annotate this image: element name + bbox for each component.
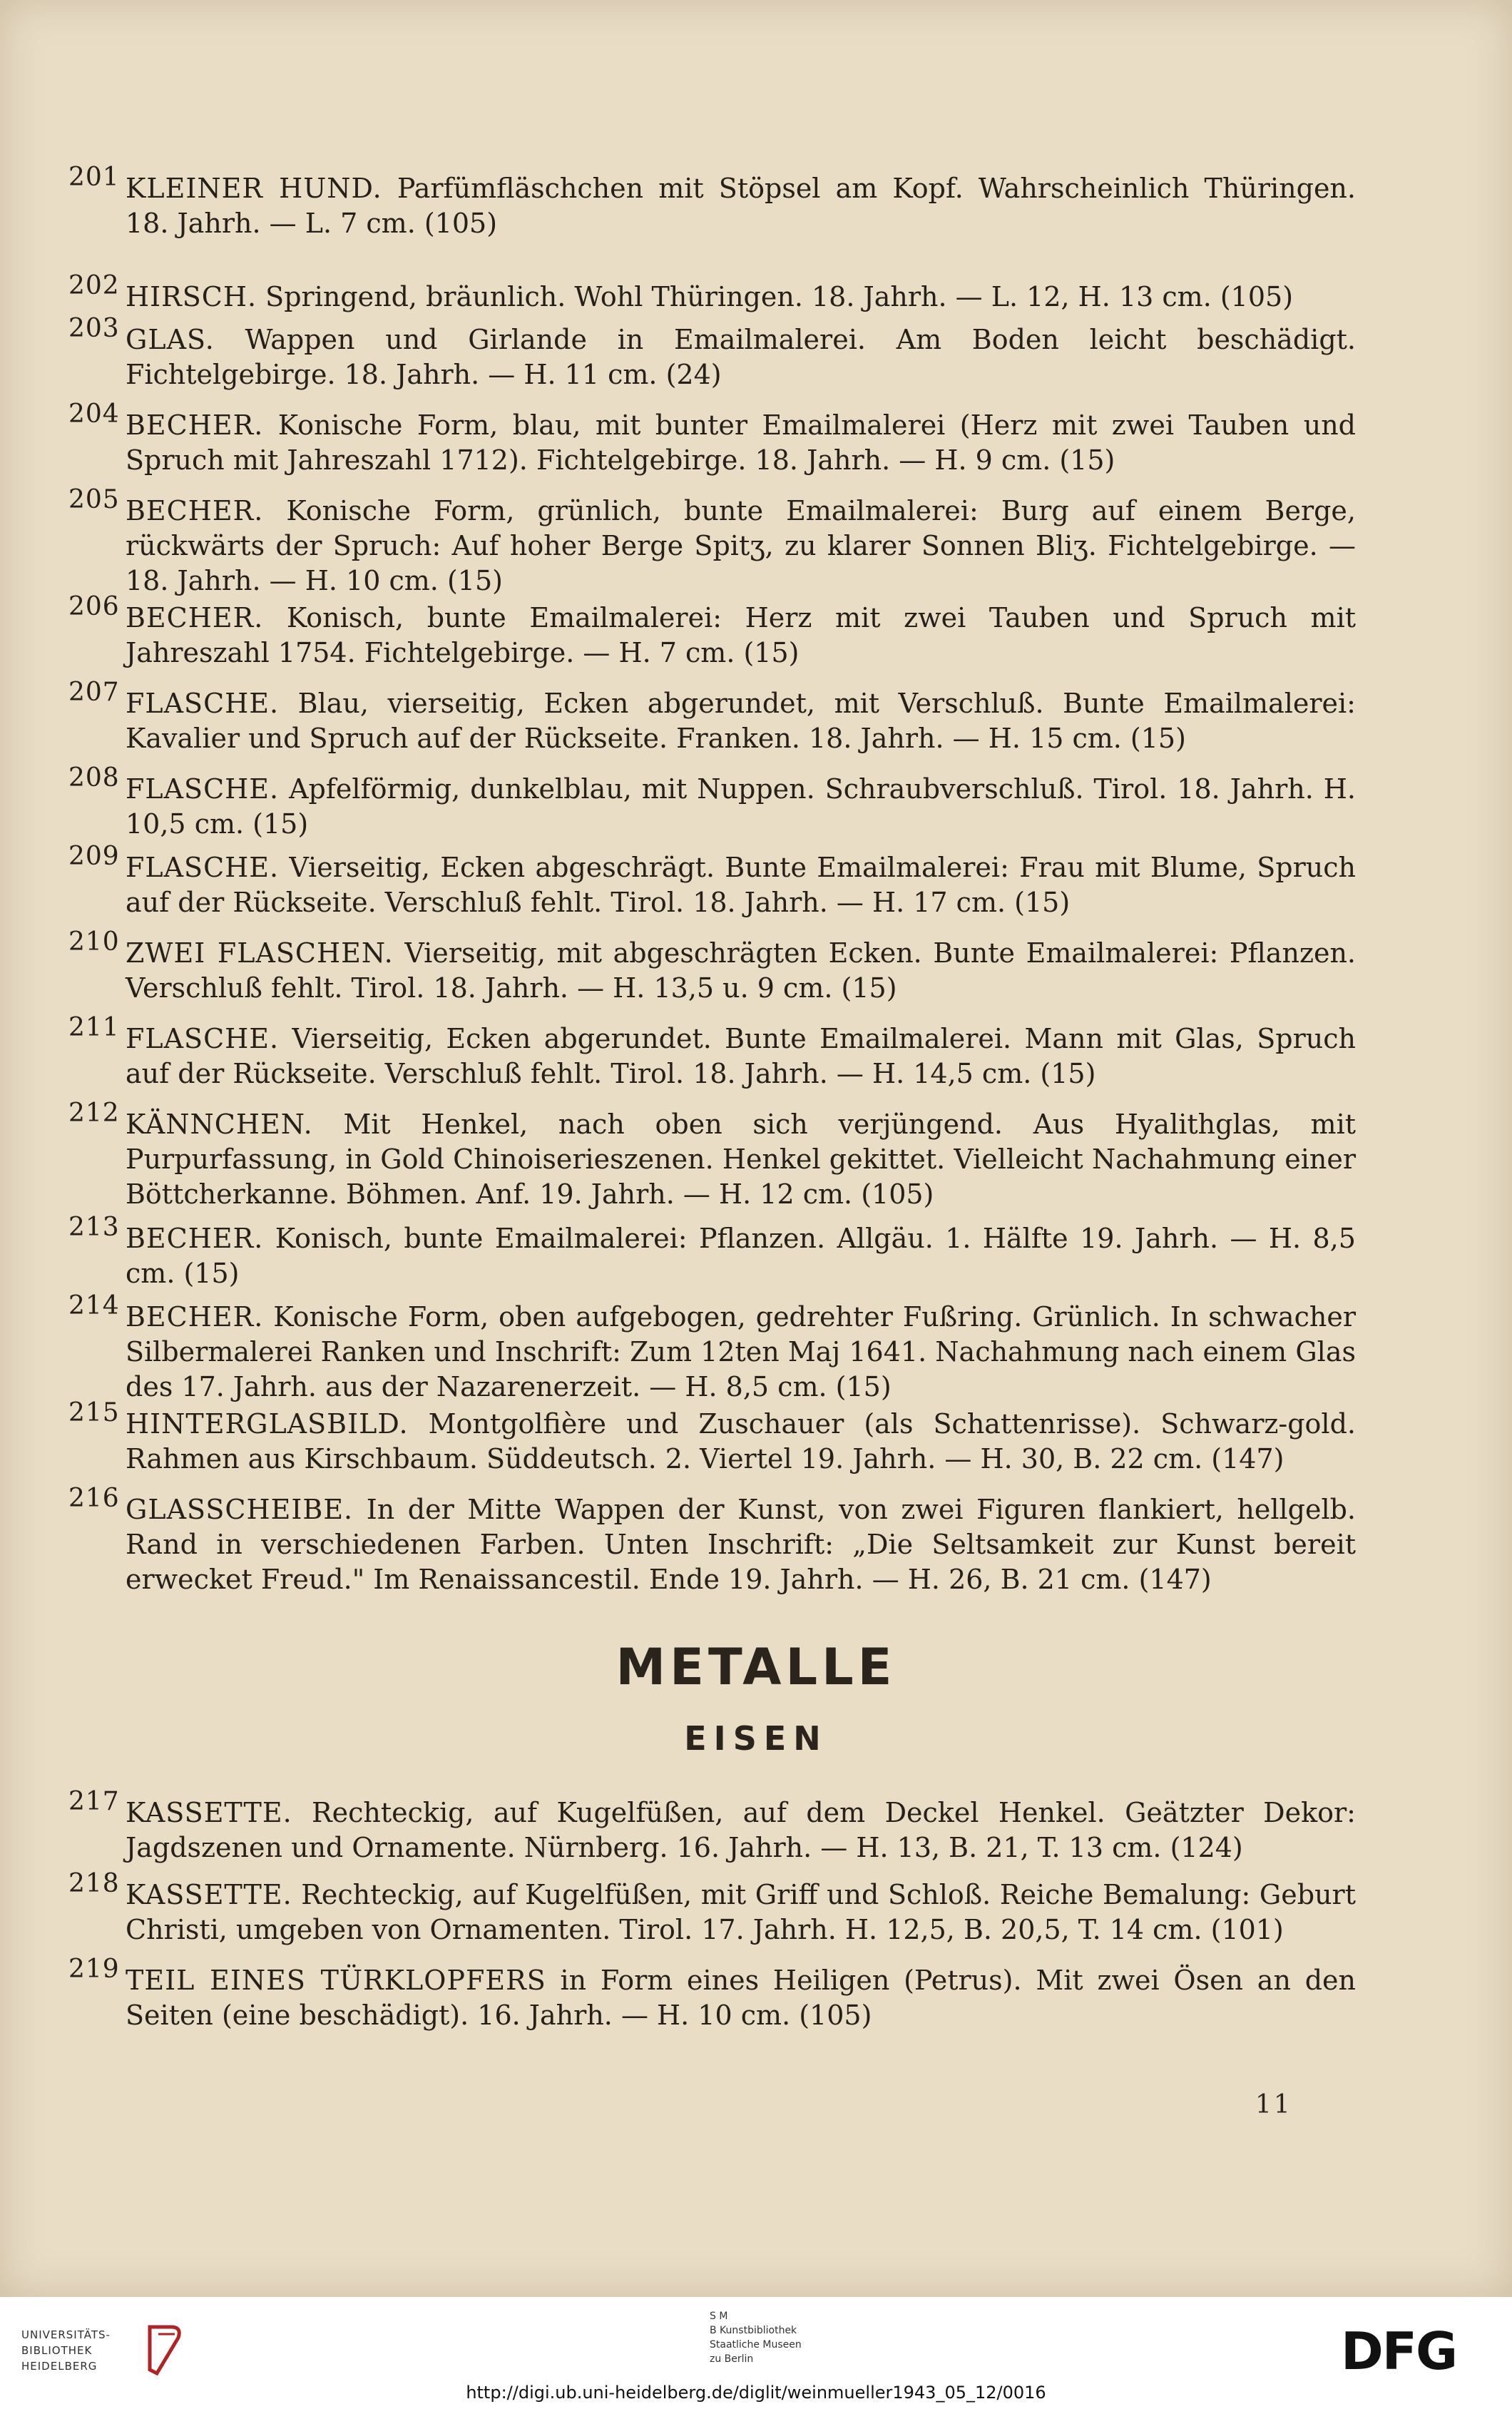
university-line: BIBLIOTHEK (21, 2344, 93, 2357)
university-line: UNIVERSITÄTS- (21, 2328, 111, 2341)
sm-line: B Kunstbibliothek (710, 2325, 797, 2336)
entry-description (126, 1407, 1356, 1477)
entry-title: FLASCHE. (126, 688, 280, 719)
entry-description (126, 772, 1356, 842)
entry-text: Rechteckig, auf Kugelfüßen, mit Griff und Schloß. Reiche Bemalung: Geburt Christi, umgeben von Ornamenten. Tirol. 17. Jahrh. H. 12,5, B. 20,5, T. 14 cm. (101) (126, 1879, 1356, 1945)
entry-text: Springend, bräunlich. Wohl Thüringen. 18. Jahrh. — L. 12, H. 13 cm. (105) (257, 281, 1294, 312)
entry-number: 204 (68, 399, 120, 429)
entry-title: KLEINER HUND. (126, 173, 382, 204)
entry-number: 218 (68, 1869, 120, 1898)
entry-text: Apfelförmig, dunkelblau, mit Nuppen. Schraubverschluß. Tirol. 18. Jahrh. H. 10,5 cm. (15) (126, 773, 1356, 840)
entry-text: in Form eines Heiligen (Petrus). Mit zwei Ösen an den Seiten (eine beschädigt). 16. Jahrh. — H. 10 cm. (105) (126, 1965, 1356, 2031)
sm-line: zu Berlin (710, 2353, 754, 2365)
entry-number: 206 (68, 592, 120, 621)
entry-number: 212 (68, 1099, 120, 1128)
sm-line: Staatliche Museen (710, 2339, 802, 2351)
entry-title: ZWEI FLASCHEN. (126, 937, 394, 969)
entry-text: Montgolfière und Zuschauer (als Schattenrisse). Schwarz-gold. Rahmen aus Kirschbaum. Süddeutsch. 2. Viertel 19. Jahrh. — H. 30, B. 22 cm. (147) (126, 1408, 1356, 1475)
entry-title: KASSETTE. (126, 1879, 292, 1910)
entry-title: FLASCHE. (126, 852, 280, 883)
entry-text: Vierseitig, Ecken abgeschrägt. Bunte Emailmalerei: Frau mit Blume, Spruch auf der Rückseite. Verschluß fehlt. Tirol. 18. Jahrh. — H. 17 cm. (15) (126, 852, 1356, 918)
page-number: 11 (1255, 2090, 1292, 2119)
entry-description (126, 936, 1356, 1006)
entry-text: In der Mitte Wappen der Kunst, von zwei Figuren flankiert, hellgelb. Rand in verschiedenen Farben. Unten Inschrift: „Die Seltsamkeit zur Kunst bereit erwecket Freud." Im Renaissancestil. Ende 19. Jahrh. — H. 26, B. 21 cm. (147) (126, 1494, 1356, 1595)
entry-text: Konisch, bunte Emailmalerei: Pflanzen. Allgäu. 1. Hälfte 19. Jahrh. — H. 8,5 cm. (15) (126, 1223, 1356, 1289)
entry-title: FLASCHE. (126, 773, 280, 805)
entry-text: Wappen und Girlande in Emailmalerei. Am Boden leicht beschädigt. Fichtelgebirge. 18. Jahrh. — H. 11 cm. (24) (126, 324, 1356, 390)
entry-number: 219 (68, 1955, 120, 1984)
entry-number: 207 (68, 678, 120, 707)
entry-text: Konische Form, oben aufgebogen, gedrehter Fußring. Grünlich. In schwacher Silbermalerei Ranken und Inschrift: Zum 12ten Maj 1641. Nachahmung nach einem Glas des 17. Jahrh. aus der Nazarenerzeit. — H. 8,5 cm. (15) (126, 1301, 1356, 1402)
university-logo-icon (143, 2320, 185, 2377)
entry-description (126, 850, 1356, 920)
entry-number: 208 (68, 763, 120, 793)
entry-title: GLAS. (126, 324, 215, 355)
entry-description (126, 1492, 1356, 1597)
entry-number: 209 (68, 842, 120, 871)
entry-description (126, 1796, 1356, 1865)
entry-text: Konische Form, blau, mit bunter Emailmalerei (Herz mit zwei Tauben und Spruch mit Jahreszahl 1712). Fichtelgebirge. 18. Jahrh. — H. 9 cm. (15) (126, 409, 1356, 476)
entry-description (126, 322, 1356, 392)
entry-text: Vierseitig, Ecken abgerundet. Bunte Emailmalerei. Mann mit Glas, Spruch auf der Rückseite. Verschluß fehlt. Tirol. 18. Jahrh. — H. 14,5 cm. (15) (126, 1023, 1356, 1089)
entry-description (126, 1963, 1356, 2033)
entry-text: Parfümfläschchen mit Stöpsel am Kopf. Wahrscheinlich Thüringen. 18. Jahrh. — L. 7 cm. (105) (126, 173, 1356, 239)
entry-text: Konische Form, grünlich, bunte Emailmalerei: Burg auf einem Berge, rückwärts der Spruch: Auf hoher Berge Spitʒ, zu klarer Sonnen Bliʒ. Fichtelgebirge. — 18. Jahrh. — H. 10 cm. (15) (126, 495, 1356, 596)
entry-description (126, 1300, 1356, 1405)
dfg-logo: DFG (1341, 2321, 1457, 2381)
entry-number: 201 (68, 163, 120, 192)
entry-description (126, 1107, 1356, 1212)
entry-description (126, 1022, 1356, 1091)
entry-number: 217 (68, 1787, 120, 1816)
entry-title: HINTERGLASBILD. (126, 1408, 409, 1440)
entry-title: BECHER. (126, 602, 264, 633)
entry-title: KASSETTE. (126, 1797, 292, 1828)
entry-title: GLASSCHEIBE. (126, 1494, 354, 1525)
entry-title: FLASCHE. (126, 1023, 280, 1054)
entry-number: 214 (68, 1291, 120, 1320)
university-line: HEIDELBERG (21, 2360, 98, 2373)
entry-description (126, 1221, 1356, 1291)
entry-title: BECHER. (126, 495, 264, 526)
entry-description (126, 494, 1356, 599)
entry-title: BECHER. (126, 1301, 264, 1333)
entry-description (126, 601, 1356, 671)
sm-library-block (710, 2309, 802, 2366)
entry-text: Blau, vierseitig, Ecken abgerundet, mit Verschluß. Bunte Emailmalerei: Kavalier und Spruch auf der Rückseite. Franken. 18. Jahrh. — H. 15 cm. (15) (126, 688, 1356, 754)
entry-title: BECHER. (126, 409, 264, 441)
entry-description (126, 171, 1356, 241)
entry-text: Mit Henkel, nach oben sich verjüngend. Aus Hyalithglas, mit Purpurfassung, in Gold Chinoiserieszenen. Henkel gekittet. Vielleicht Nachahmung einer Böttcherkanne. Böhmen. Anf. 19. Jahrh. — H. 12 cm. (105) (126, 1109, 1356, 1210)
entry-number: 202 (68, 271, 120, 300)
entry-number: 215 (68, 1398, 120, 1427)
entry-number: 211 (68, 1013, 120, 1042)
source-url-link[interactable]: http://digi.ub.uni-heidelberg.de/diglit/weinmueller1943_05_12/0016 (466, 2383, 1046, 2403)
university-logo-text (21, 2327, 111, 2374)
entry-number: 205 (68, 485, 120, 514)
entry-description (126, 686, 1356, 756)
entry-number: 213 (68, 1213, 120, 1242)
entry-number: 203 (68, 314, 120, 343)
entry-description (126, 408, 1356, 478)
entry-number: 210 (68, 927, 120, 957)
entry-title: HIRSCH. (126, 281, 257, 312)
entry-title: TEIL EINES TÜRKLOPFERS (126, 1965, 546, 1996)
sm-line: S M (710, 2311, 728, 2322)
section-heading: METALLE (615, 1638, 897, 1696)
entry-text: Vierseitig, mit abgeschrägten Ecken. Bunte Emailmalerei: Pflanzen. Verschluß fehlt. Tirol. 18. Jahrh. — H. 13,5 u. 9 cm. (15) (126, 937, 1357, 1004)
entry-description (126, 1878, 1356, 1947)
entry-description (126, 280, 1356, 315)
entry-title: BECHER. (126, 1223, 264, 1254)
entry-title: KÄNNCHEN. (126, 1109, 313, 1140)
entry-number: 216 (68, 1484, 120, 1513)
subsection-heading: EISEN (684, 1719, 828, 1758)
entry-text: Konisch, bunte Emailmalerei: Herz mit zwei Tauben und Spruch mit Jahreszahl 1754. Fichtelgebirge. — H. 7 cm. (15) (126, 602, 1356, 668)
entry-text: Rechteckig, auf Kugelfüßen, auf dem Deckel Henkel. Geätzter Dekor: Jagdszenen und Ornamente. Nürnberg. 16. Jahrh. — H. 13, B. 21, T. 13 cm. (124) (126, 1797, 1356, 1863)
